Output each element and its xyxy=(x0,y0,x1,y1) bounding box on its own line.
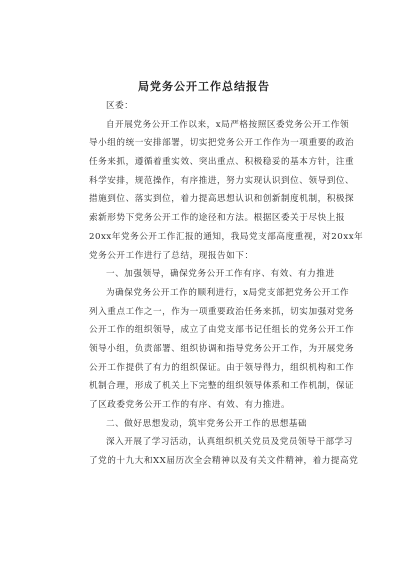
body-line: 党务公开工作进行了总结，现报告如下： xyxy=(89,250,254,261)
body-line: 自开展党务公开工作以来，x局严格按照区委党务公开工作领 xyxy=(106,119,350,130)
body-line: 区委： xyxy=(106,101,134,111)
body-line: 一、加强领导，确保党务公开工作有序、有效、有力推进 xyxy=(106,269,335,280)
body-line: 列入重点工作之一，作为一项重要政治任务来抓，切实加强对党务 xyxy=(89,306,355,317)
body-line: 机制合理，形成了机关上下完整的组织领导体系和工作机制，保证 xyxy=(89,381,355,392)
document-title: 局党务公开工作总结报告 xyxy=(138,80,270,93)
body-line: 了党的十九大和XX届历次全会精神以及有关文件精神，着力提高党 xyxy=(89,456,359,467)
body-line: 公开工作的组织领导，成立了由党支部书记任组长的党务公开工作 xyxy=(89,325,355,336)
body-line: 深入开展了学习活动，认真组织机关党员及党员领导干部学习 xyxy=(106,437,353,448)
body-line: 了区政委党务公开工作的有序、有效、有力推进。 xyxy=(89,400,291,410)
body-line: 导小组的统一安排部署，切实把党务公开工作作为一项重要的政治 xyxy=(89,138,355,149)
document-body xyxy=(89,97,364,471)
body-line: 措施到位、落实到位，着力提高思想认识和创新制度机制，积极探 xyxy=(89,194,355,205)
body-line: 20xx年党务公开工作汇报的通知，我局党支部高度重视，对20xx年 xyxy=(89,231,364,242)
body-line: 索新形势下党务公开工作的途径和方法。根据区委关于尽快上报 xyxy=(89,213,346,224)
body-line: 二、做好思想发动，筑牢党务公开工作的思想基础 xyxy=(106,418,308,429)
body-line: 公开工作提供了有力的组织保证。由于领导得力，组织机构和工作 xyxy=(89,362,355,373)
body-line: 领导小组，负责部署、组织协调和指导党务公开工作，为开展党务 xyxy=(89,343,355,354)
body-line: 任务来抓，遵循着重实效、突出重点、积极稳妥的基本方针，注重 xyxy=(89,157,355,168)
body-line: 科学安排，规范操作，有序推进，努力实现认识到位、领导到位、 xyxy=(89,175,355,186)
body-line: 为确保党务公开工作的顺利进行，x局党支部把党务公开工作 xyxy=(106,287,350,298)
